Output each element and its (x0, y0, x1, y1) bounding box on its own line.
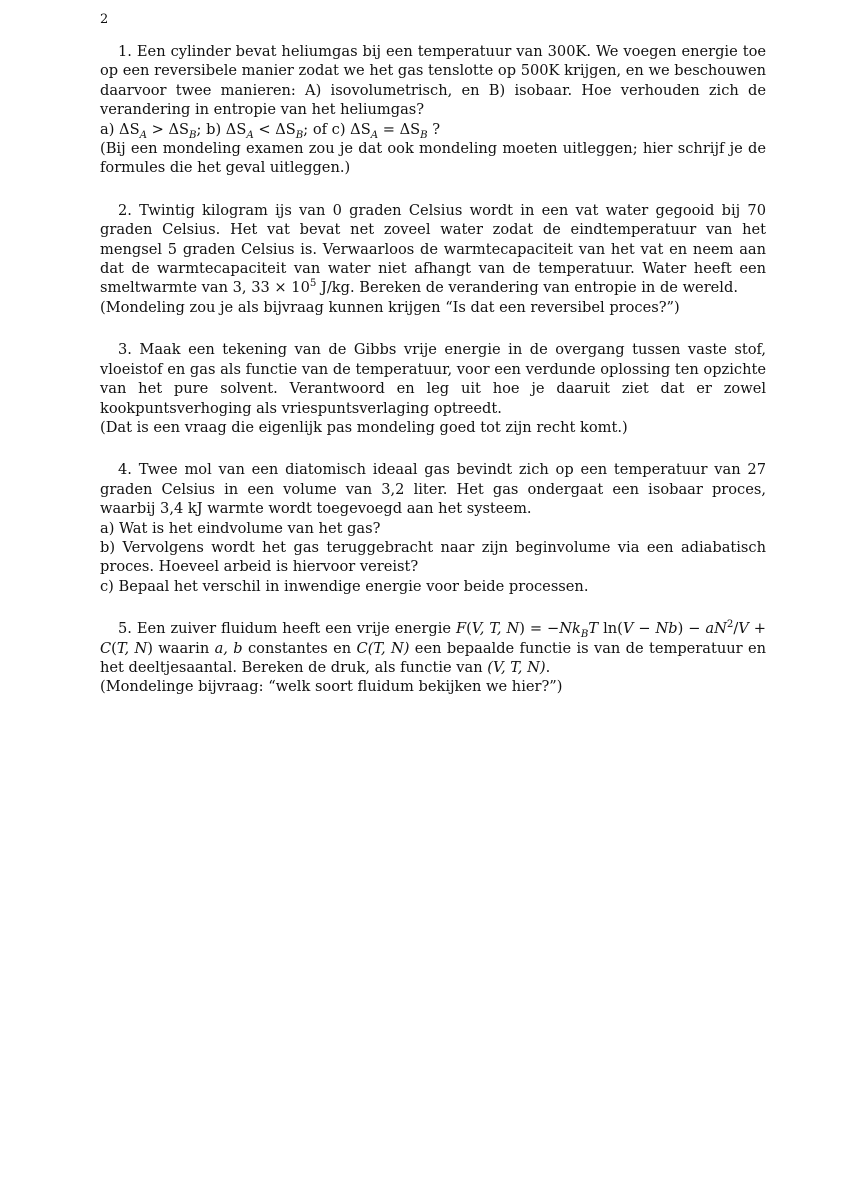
question-5-note: (Mondelinge bijvraag: “welk soort fluidum bekijken we hier?”) (100, 678, 563, 696)
option-b-prefix: ; b) (196, 120, 226, 138)
question-5 (100, 619, 766, 697)
question-4 (100, 460, 766, 596)
function-c: C(T, N) (356, 639, 410, 657)
option-c-prefix: ; of c) (303, 120, 351, 138)
question-3-text: 3. Maak een tekening van de Gibbs vrije energie in de overgang tussen vaste stof, vloeistof en gas als functie van de temperatuur, voor een verdunde oplossing ten opzichte van het pure solvent. Verantwoord en leg uit hoe je daaruit ziet dat er zowel kookpuntsverhoging als vriespuntsverlaging optreedt. (100, 341, 766, 417)
question-2-text: 2. Twintig kilogram ijs van 0 graden Celsius wordt in een vat water gegooid bij 70 graden Celsius. Het vat bevat net zoveel water zodat de eindtemperatuur van het mengsel 5 graden Celsius is. Verwaarloos de warmtecapaciteit van het vat en neem aan dat de warmtecapaciteit van water niet afhangt van de temperatuur. Water heeft een smeltwarmte van 3, $33 \times 10^5$ J/kg. Bereken de verandering van entropie in de wereld. (100, 201, 766, 297)
option-a-prefix: a) (100, 120, 120, 138)
question-5-text: 5. Een zuiver fluidum heeft een vrije energie F(V, T, $N) = -Nk_BT$ $\ln(V - Nb) - aN^2/V + C(T$, N) waarin a, b constantes en C(T, N) een bepaalde functie is van de temperatuur en het deeltjesaantal. Bereken de druk, als functie van (V, T, N). (100, 619, 767, 676)
page-number: 2 (100, 12, 109, 27)
variables: (V, T, N) (487, 658, 546, 676)
question-1-text: 1. Een cylinder bevat heliumgas bij een temperatuur van 300K. We voegen energie toe op een reversibele manier zodat we het gas tenslotte op 500K krijgen, en we beschouwen daarvoor twee manieren: A) isovolumetrisch, en B) isobaar. Hoe verhouden zich de verandering in entropie van het heliumgas? (100, 43, 766, 119)
constants: a, b (214, 639, 243, 657)
question-2 (100, 201, 766, 317)
question-4b: b) Vervolgens wordt het gas teruggebracht naar zijn beginvolume via een adiabatisch proces. Hoeveel arbeid is hiervoor vereist? (100, 538, 766, 576)
question-1 (100, 42, 766, 178)
question-3-note: (Dat is een vraag die eigenlijk pas mondeling goed tot zijn recht komt.) (100, 418, 628, 436)
question-1-options: a) $\Delta S_A > \Delta S_B$; b) $\Delta S_A < \Delta S_B$; of c) $\Delta S_A = \Delta S_B$ ? (100, 120, 441, 141)
heat-of-fusion-exponent: 5 (309, 278, 317, 290)
question-4-text: 4. Twee mol van een diatomisch ideaal gas bevindt zich op een temperatuur van 27 graden Celsius in een volume van 3,2 liter. Het gas ondergaat een isobaar proces, waarbij 3,4 kJ warmte wordt toegevoegd aan het systeem. (100, 461, 766, 518)
free-energy-formula: F (455, 620, 467, 638)
question-1-note: (Bij een mondeling examen zou je dat ook mondeling moeten uitleggen; hier schrijf je de formules die het geval uitleggen.) (100, 140, 766, 177)
document-body (100, 42, 766, 720)
question-3 (100, 340, 766, 437)
options-end: ? (427, 120, 441, 138)
question-4c: c) Bepaal het verschil in inwendige energie voor beide processen. (100, 577, 589, 595)
question-2-note: (Mondeling zou je als bijvraag kunnen krijgen “Is dat een reversibel proces?”) (100, 298, 680, 316)
heat-of-fusion-value: 3, 33 × 10 (232, 279, 310, 297)
question-4a: a) Wat is het eindvolume van het gas? (100, 519, 381, 537)
